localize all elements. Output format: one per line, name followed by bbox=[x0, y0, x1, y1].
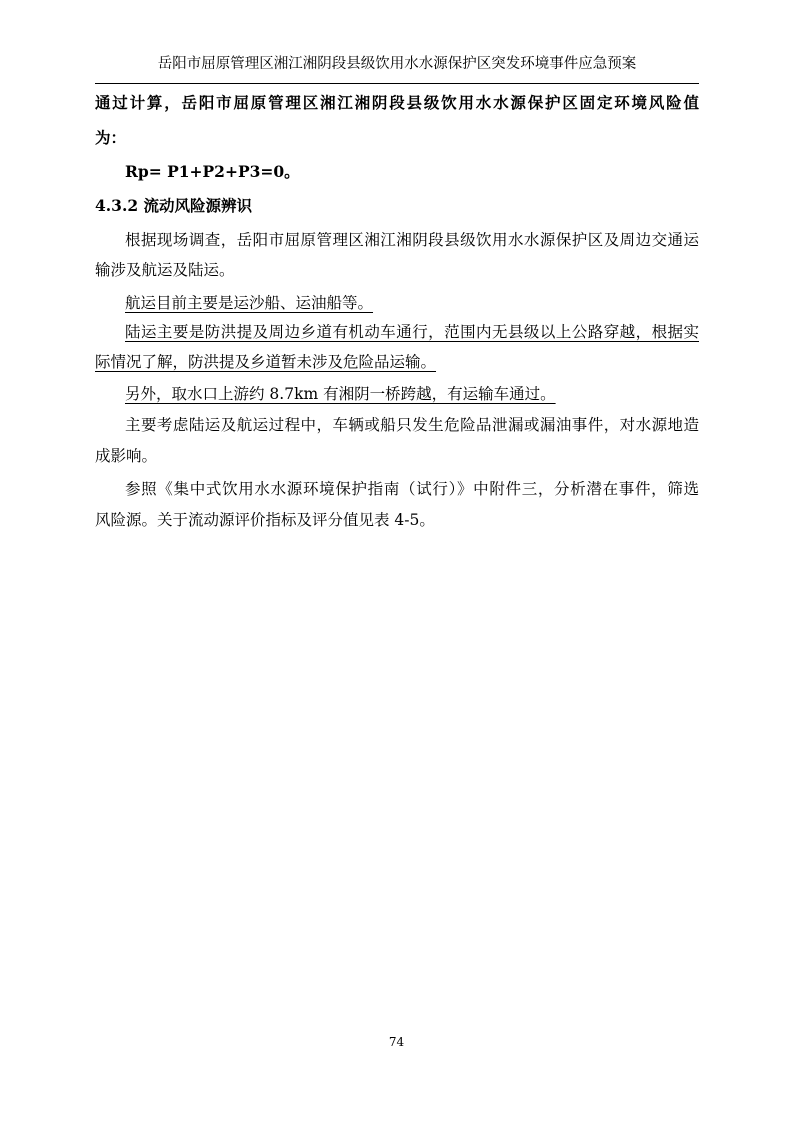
paragraph-4-line-1: 另外，取水口上游约 8.7km 有湘阴一桥跨越，有运输车通过。 bbox=[125, 385, 556, 403]
page-header: 岳阳市屈原管理区湘江湘阴段县级饮用水水源保护区突发环境事件应急预案 bbox=[157, 56, 637, 72]
paragraph-2-line-1: 航运目前主要是运沙船、运油船等。 bbox=[125, 294, 374, 312]
paragraph-3-line-2: 际情况了解，防洪提及乡道暂未涉及危险品运输。 bbox=[95, 353, 437, 371]
risk-formula: Rp= P1+P2+P3=0。 bbox=[125, 162, 300, 181]
paragraph-5-line-1: 主要考虑陆运及航运过程中，车辆或船只发生危险品泄漏或漏油事件，对水源地造 bbox=[125, 416, 699, 434]
page-number: 74 bbox=[388, 1035, 405, 1049]
conclusion-line-1: 通过计算，岳阳市屈原管理区湘江湘阴段县级饮用水水源保护区固定环境风险值 bbox=[95, 93, 699, 112]
paragraph-1-line-2: 输涉及航运及陆运。 bbox=[95, 261, 235, 279]
paragraph-6-line-2: 风险源。关于流动源评价指标及评分值见表 4-5。 bbox=[95, 511, 435, 529]
paragraph-1-line-1: 根据现场调查，岳阳市屈原管理区湘江湘阴段县级饮用水水源保护区及周边交通运 bbox=[125, 231, 699, 249]
header-rule bbox=[95, 83, 699, 84]
paragraph-3-line-1: 陆运主要是防洪提及周边乡道有机动车通行，范围内无县级以上公路穿越，根据实 bbox=[125, 323, 699, 341]
section-heading: 4.3.2 流动风险源辨识 bbox=[95, 196, 253, 215]
paragraph-6-line-1: 参照《集中式饮用水水源环境保护指南（试行）》中附件三，分析潜在事件，筛选 bbox=[125, 480, 699, 498]
conclusion-line-2: 为： bbox=[95, 128, 127, 147]
paragraph-5-line-2: 成影响。 bbox=[95, 447, 158, 465]
